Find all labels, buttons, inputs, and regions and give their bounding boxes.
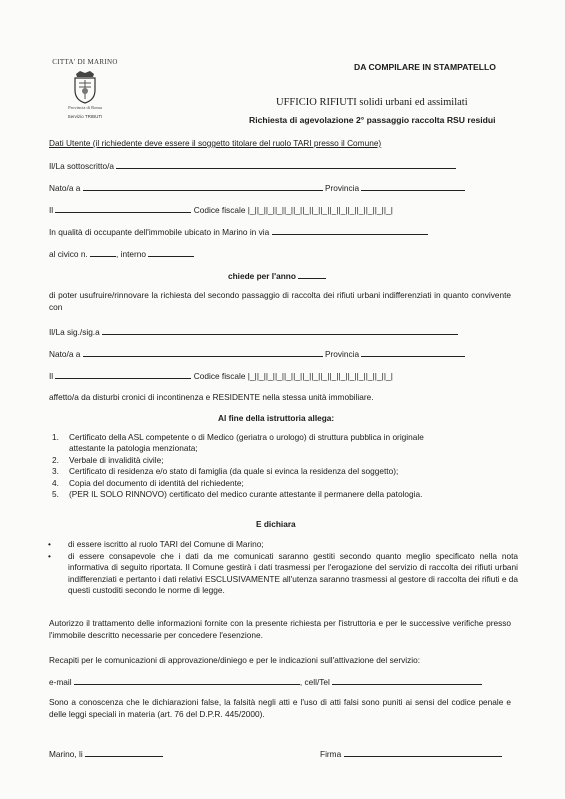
interior-field[interactable]: [148, 248, 194, 257]
cohabitant-birth-row: [49, 348, 465, 360]
place-date-row: [49, 748, 163, 760]
list-item: • di essere consapevole che i dati da me comunicati saranno gestiti secondo quanto meglio specificato nella nota informativa di seguito riportata. Il Comune gestirà i dati trasmessi per l'erogazione del servizio di raccolta dei rifiuti urbani indifferenziati e pertanto i dati relativi ESCLUSIVAMENTE all'utenza saranno trasmessi al gestore di raccolta dei rifiuti e da questi custoditi secondo le norme di legge.: [48, 550, 518, 596]
cohabitant-province-label: Provincia: [325, 349, 360, 359]
list-item: 2. Verbale di invalidità civile;: [52, 454, 164, 465]
birth-place-field[interactable]: [83, 182, 323, 191]
office-title: UFFICIO RIFIUTI solidi urbani ed assimilati: [276, 97, 468, 108]
province-label: Provincia di Roma: [68, 105, 102, 110]
city-name: CITTA' DI MARINO: [52, 58, 118, 66]
list-item: 4. Copia del documento di identità del richiedente;: [52, 477, 244, 488]
cohabitant-name-row: [49, 326, 458, 338]
list-item: 3. Certificato di residenza e/o stato di famiglia (da quale si evinca la residenza del soggetto);: [52, 466, 399, 477]
cohabitant-date-label: Il: [49, 371, 54, 381]
tax-code-label: Codice fiscale: [193, 205, 246, 215]
email-field[interactable]: [74, 676, 300, 685]
attachments-list: [52, 432, 518, 500]
cohabitant-intro: di poter usufruire/rinnovare la richiesta del secondo passaggio di raccolta dei rifiuti urbani indifferenziati in quanto convivente con: [49, 290, 511, 312]
list-item: 1. Certificato della ASL competente o di Medico (geriatra o urologo) di struttura pubblica in originale attestante la patologia menzionata;: [52, 432, 424, 454]
birth-date-field[interactable]: [55, 204, 191, 213]
attachments-heading: Al fine della istruttoria allega:: [218, 413, 335, 423]
tax-code-boxes[interactable]: |_||_||_||_||_||_||_||_||_||_||_||_||_||_||_||_|: [247, 205, 393, 215]
civic-number-field[interactable]: [90, 248, 116, 257]
birth-row: [49, 182, 465, 194]
municipality-logo-block: [50, 58, 120, 119]
date-taxcode-row: [49, 204, 393, 216]
bullet-icon: •: [48, 550, 51, 561]
cohabitant-name-label: Il/La sig./sig.a: [49, 327, 100, 337]
province-field-label: Provincia: [325, 183, 360, 193]
interior-label: , interno: [116, 249, 147, 259]
year-field[interactable]: [298, 270, 326, 279]
list-item: 5. (PER IL SOLO RINNOVO) certificato del medico curante attestante il permanere della patologia.: [52, 489, 423, 500]
signer-name-field[interactable]: [116, 160, 456, 169]
birth-date-label: Il: [49, 205, 54, 215]
contacts-row: [49, 676, 482, 688]
cohabitant-birth-place-field[interactable]: [83, 348, 323, 357]
phone-label: , cell/Tel: [299, 677, 330, 687]
stamp-note: DA COMPILARE IN STAMPATELLO: [354, 62, 496, 72]
coat-of-arms-icon: [70, 70, 100, 104]
place-date-field[interactable]: [85, 748, 163, 757]
signer-row: [49, 160, 456, 172]
birth-province-field[interactable]: [361, 182, 465, 191]
year-request-label: chiede per l'anno: [228, 271, 296, 281]
cohabitant-date-taxcode-row: [49, 370, 393, 382]
occupant-row: [49, 226, 428, 238]
bullet-icon: •: [48, 539, 51, 549]
signer-label: Il/La sottoscritto/a: [49, 161, 115, 171]
authorization-text: Autorizzo il trattamento delle informazioni fornite con la presente richiesta per l'istruttoria e per le successive verifiche presso l'immobile descritto necessarie per concedere l'esenzione.: [49, 618, 511, 640]
signature-row: [320, 748, 502, 760]
legal-notice: Sono a conoscenza che le dichiarazioni false, la falsità negli atti e l'uso di atti falsi sono puniti ai sensi del codice penale e delle leggi speciali in materia (art. 76 del D.P.R. 445/2000).: [49, 697, 511, 719]
cohabitant-birth-label: Nato/a a: [49, 349, 81, 359]
phone-field[interactable]: [332, 676, 482, 685]
declarations-list: [48, 539, 518, 597]
year-request-row: [228, 270, 326, 282]
request-title: Richiesta di agevolazione 2° passaggio raccolta RSU residui: [249, 115, 496, 125]
cohabitant-condition: affetto/a da disturbi cronici di incontinenza e RESIDENTE nella stessa unità immobiliare.: [49, 392, 374, 402]
email-label: e-mail: [49, 677, 72, 687]
cohabitant-name-field[interactable]: [102, 326, 458, 335]
user-data-heading: Dati Utente (il richiedente deve essere il soggetto titolare del ruolo TARI presso il Comune): [49, 138, 382, 148]
signature-field[interactable]: [344, 748, 502, 757]
occupant-label: In qualità di occupante dell'immobile ubicato in Marino in via: [49, 227, 270, 237]
cohabitant-tax-code-label: Codice fiscale: [193, 371, 246, 381]
declarations-heading: E dichiara: [256, 519, 296, 529]
civic-row: [49, 248, 194, 260]
street-field[interactable]: [272, 226, 428, 235]
civic-label: al civico n.: [49, 249, 88, 259]
contacts-intro: Recapiti per le comunicazioni di approvazione/diniego e per le indicazioni sull'attivazione del servizio:: [49, 655, 421, 665]
cohabitant-date-field[interactable]: [55, 370, 191, 379]
cohabitant-province-field[interactable]: [361, 348, 465, 357]
list-item: • di essere iscritto al ruolo TARI del Comune di Marino;: [48, 539, 264, 549]
place-date-label: Marino, li: [49, 749, 83, 759]
signature-label: Firma: [320, 749, 342, 759]
service-label: Servizio TRIBUTI: [67, 114, 103, 119]
cohabitant-tax-code-boxes[interactable]: |_||_||_||_||_||_||_||_||_||_||_||_||_||_||_||_|: [247, 371, 393, 381]
birth-place-label: Nato/a a: [49, 183, 81, 193]
